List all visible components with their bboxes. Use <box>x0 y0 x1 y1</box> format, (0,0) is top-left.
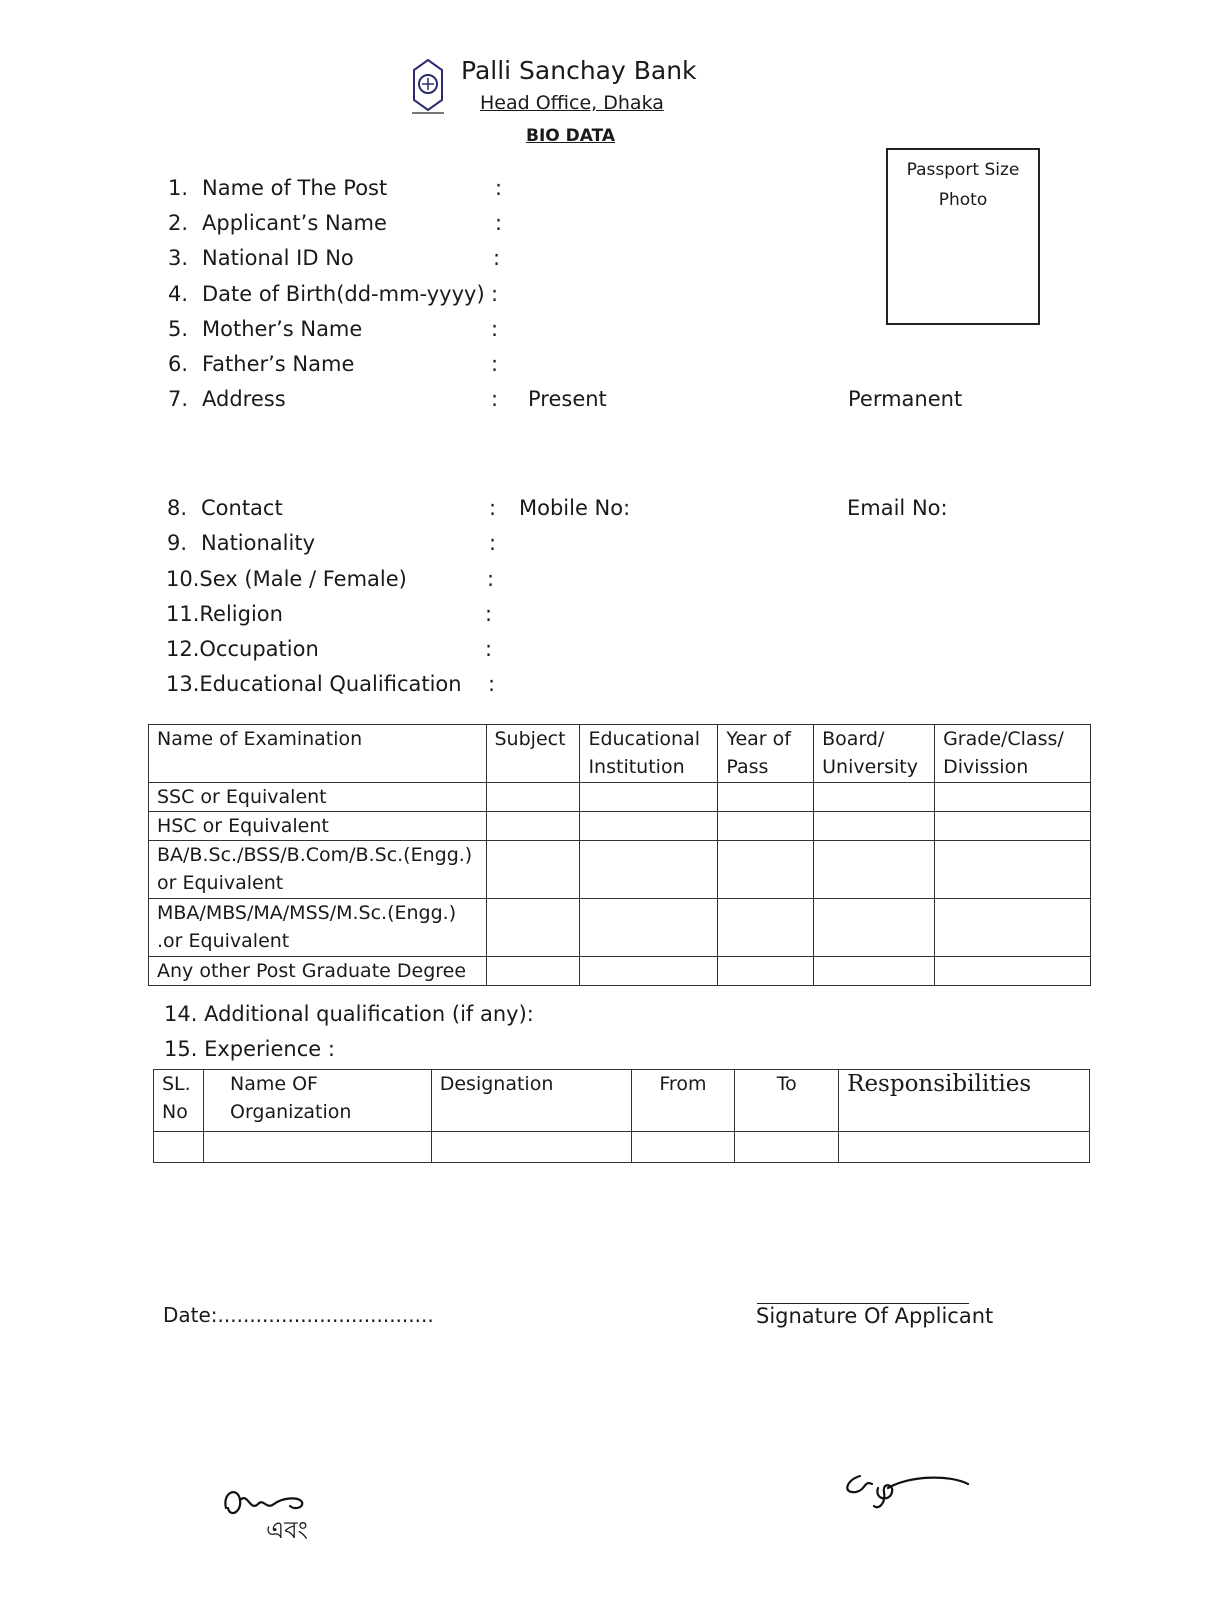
table-cell[interactable] <box>154 1132 204 1163</box>
field-post: 1. Name of The Post <box>168 176 388 200</box>
col-header-grade: Grade/Class/ Divission <box>935 725 1091 783</box>
table-row <box>154 1132 1090 1163</box>
table-cell[interactable] <box>718 783 814 812</box>
col-header-sl-no: SL. No <box>154 1070 204 1132</box>
experience-label: 15. Experience : <box>164 1037 335 1061</box>
education-table <box>148 724 1091 986</box>
table-cell[interactable] <box>580 812 718 841</box>
colon: : <box>491 387 499 411</box>
table-cell[interactable] <box>935 783 1091 812</box>
field-national-id: 3. National ID No <box>168 246 354 270</box>
email-label: Email No: <box>847 496 948 520</box>
table-cell[interactable] <box>935 841 1091 899</box>
col-header-board: Board/ University <box>814 725 935 783</box>
signature-label: Signature Of Applicant <box>756 1304 994 1328</box>
table-cell[interactable] <box>580 957 718 986</box>
address-present-label: Present <box>528 387 607 411</box>
colon: : <box>489 496 497 520</box>
colon: : <box>485 602 493 626</box>
table-cell[interactable] <box>580 841 718 899</box>
col-header-institution: Educational Institution <box>580 725 718 783</box>
col-header-year: Year of Pass <box>718 725 814 783</box>
form-title: BIO DATA <box>526 126 616 146</box>
experience-table <box>153 1069 1090 1163</box>
table-cell[interactable] <box>814 899 935 957</box>
field-religion: 11.Religion <box>166 602 283 626</box>
table-header-row <box>149 725 1091 783</box>
exam-name: BA/B.Sc./BSS/B.Com/B.Sc.(Engg.) or Equivalent <box>149 841 487 899</box>
table-cell[interactable] <box>486 812 580 841</box>
table-cell[interactable] <box>718 812 814 841</box>
table-cell[interactable] <box>486 899 580 957</box>
exam-name: Any other Post Graduate Degree <box>149 957 487 986</box>
table-row <box>149 957 1091 986</box>
col-header-designation: Designation <box>431 1070 631 1132</box>
exam-name: MBA/MBS/MA/MSS/M.Sc.(Engg.) .or Equivalent <box>149 899 487 957</box>
head-office: Head Office, Dhaka <box>480 92 664 114</box>
exam-name: SSC or Equivalent <box>149 783 487 812</box>
passport-photo-box[interactable] <box>886 148 1040 325</box>
table-cell[interactable] <box>203 1132 431 1163</box>
table-cell[interactable] <box>814 957 935 986</box>
col-header-organization: Name OF Organization <box>203 1070 431 1132</box>
additional-qualification-label: 14. Additional qualification (if any): <box>164 1002 534 1026</box>
date-field[interactable]: Date:.................................. <box>163 1303 434 1327</box>
table-row <box>149 899 1091 957</box>
handwritten-signature <box>838 1466 974 1512</box>
table-cell[interactable] <box>839 1132 1090 1163</box>
field-education: 13.Educational Qualification <box>166 672 462 696</box>
table-cell[interactable] <box>486 957 580 986</box>
address-permanent-label: Permanent <box>848 387 963 411</box>
table-cell[interactable] <box>580 899 718 957</box>
field-address: 7. Address <box>168 387 286 411</box>
bank-name: Palli Sanchay Bank <box>461 56 697 85</box>
handwritten-initials <box>218 1478 338 1544</box>
colon: : <box>491 317 499 341</box>
table-row <box>149 783 1091 812</box>
colon: : <box>491 352 499 376</box>
table-cell[interactable] <box>935 957 1091 986</box>
colon: : <box>493 246 501 270</box>
table-cell[interactable] <box>718 841 814 899</box>
colon: : <box>491 282 499 306</box>
table-cell[interactable] <box>718 899 814 957</box>
table-cell[interactable] <box>486 841 580 899</box>
field-nationality: 9. Nationality <box>167 531 316 555</box>
colon: : <box>489 531 497 555</box>
table-cell[interactable] <box>935 899 1091 957</box>
table-cell[interactable] <box>631 1132 735 1163</box>
handwritten-text: এবং <box>266 1516 308 1544</box>
mobile-label: Mobile No: <box>519 496 631 520</box>
table-cell[interactable] <box>814 783 935 812</box>
field-applicant-name: 2. Applicant’s Name <box>168 211 387 235</box>
table-cell[interactable] <box>580 783 718 812</box>
colon: : <box>495 211 503 235</box>
field-contact: 8. Contact <box>167 496 283 520</box>
col-header-responsibilities: Responsibilities <box>839 1070 1090 1132</box>
table-cell[interactable] <box>814 841 935 899</box>
table-cell[interactable] <box>814 812 935 841</box>
table-cell[interactable] <box>718 957 814 986</box>
field-dob: 4. Date of Birth(dd-mm-yyyy) <box>168 282 485 306</box>
table-cell[interactable] <box>935 812 1091 841</box>
col-header-examination: Name of Examination <box>149 725 487 783</box>
col-header-subject: Subject <box>486 725 580 783</box>
col-header-from: From <box>631 1070 735 1132</box>
field-mother-name: 5. Mother’s Name <box>168 317 363 341</box>
table-cell[interactable] <box>735 1132 839 1163</box>
colon: : <box>485 637 493 661</box>
photo-box-label-1: Passport Size <box>906 160 1020 180</box>
col-header-to: To <box>735 1070 839 1132</box>
table-cell[interactable] <box>431 1132 631 1163</box>
colon: : <box>488 672 496 696</box>
exam-name: HSC or Equivalent <box>149 812 487 841</box>
table-row <box>149 841 1091 899</box>
table-header-row <box>154 1070 1090 1132</box>
field-father-name: 6. Father’s Name <box>168 352 355 376</box>
colon: : <box>495 176 503 200</box>
field-sex: 10.Sex (Male / Female) <box>166 567 407 591</box>
field-occupation: 12.Occupation <box>166 637 319 661</box>
colon: : <box>487 567 495 591</box>
bank-logo <box>408 58 448 118</box>
photo-box-label-2: Photo <box>938 190 988 210</box>
table-cell[interactable] <box>486 783 580 812</box>
table-row <box>149 812 1091 841</box>
